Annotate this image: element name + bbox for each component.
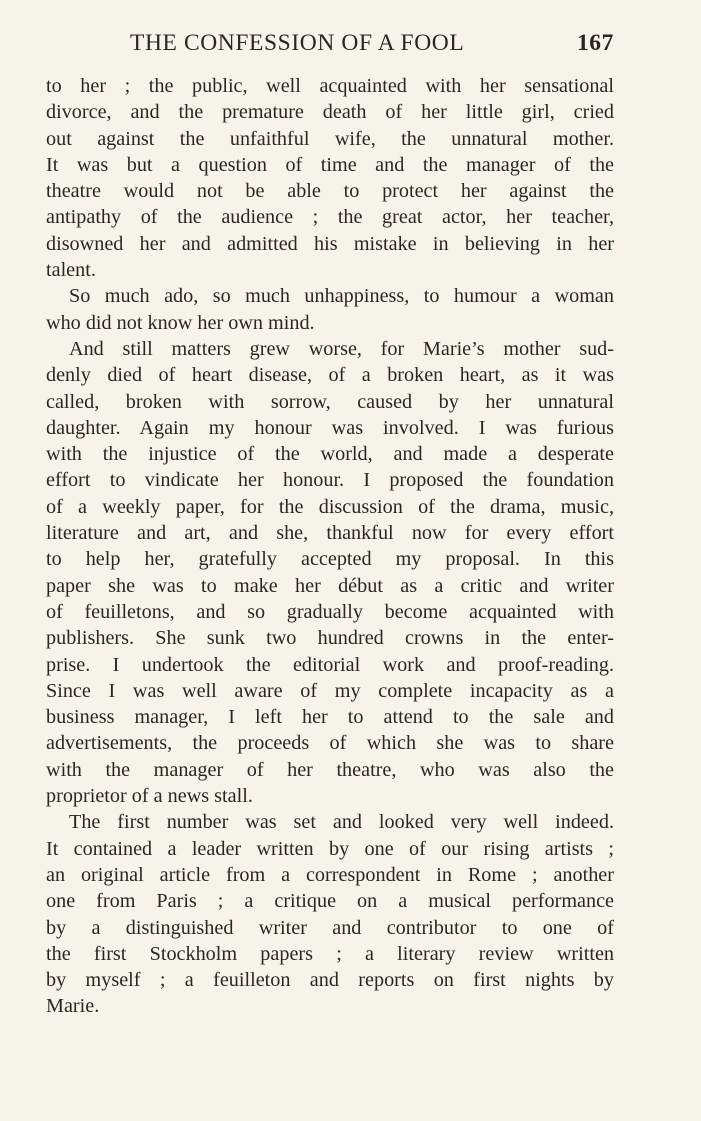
page-number: 167 [576, 30, 614, 56]
text-line: divorce, and the premature death of her little girl, cried [46, 101, 614, 124]
running-title: THE CONFESSION OF A FOOL [130, 30, 465, 56]
text-line: prise. I undertook the editorial work and proof-reading. [46, 653, 614, 676]
text-line: an original article from a correspondent in Rome ; another [46, 863, 614, 886]
text-line: to her ; the public, well acquainted with her sensational [46, 75, 614, 97]
text-line: to help her, gratefully accepted my proposal. In this [46, 548, 614, 571]
text-line: with the manager of her theatre, who was also the [46, 758, 614, 781]
text-line: of a weekly paper, for the discussion of the drama, music, [46, 495, 614, 518]
text-line: who did not know her own mind. [46, 311, 315, 334]
text-line: effort to vindicate her honour. I proposed the foundation [46, 469, 614, 492]
text-line: talent. [46, 259, 96, 282]
text-line: antipathy of the audience ; the great actor, her teacher, [46, 206, 614, 229]
body-text [46, 73, 614, 1020]
text-line: publishers. She sunk two hundred crowns in the enter- [46, 627, 614, 650]
text-line: business manager, I left her to attend to the sale and [46, 706, 614, 729]
text-line: disowned her and admitted his mistake in believing in her [46, 232, 614, 255]
text-line: It contained a leader written by one of our rising artists ; [46, 837, 614, 860]
text-line: The first number was set and looked very well indeed. [69, 811, 614, 834]
text-line: the first Stockholm papers ; a literary review written [46, 942, 614, 965]
text-line: theatre would not be able to protect her against the [46, 180, 614, 203]
text-line: one from Paris ; a critique on a musical performance [46, 890, 614, 913]
text-line: of feuilletons, and so gradually become acquainted with [46, 600, 614, 623]
text-line: It was but a question of time and the manager of the [46, 153, 614, 176]
text-line: by myself ; a feuilleton and reports on first nights by [46, 969, 614, 992]
text-line: daughter. Again my honour was involved. I was furious [46, 416, 614, 439]
running-head [46, 27, 614, 59]
text-line: advertisements, the proceeds of which she was to share [46, 732, 614, 755]
text-line: by a distinguished writer and contributor to one of [46, 916, 614, 939]
text-line: So much ado, so much unhappiness, to humour a woman [69, 285, 614, 308]
text-line: with the injustice of the world, and made a desperate [46, 443, 614, 466]
text-line: Marie. [46, 995, 100, 1018]
text-line: Since I was well aware of my complete incapacity as a [46, 679, 614, 702]
text-line: denly died of heart disease, of a broken heart, as it was [46, 364, 614, 387]
text-line: And still matters grew worse, for Marie’s mother sud- [69, 337, 614, 360]
text-line: out against the unfaithful wife, the unnatural mother. [46, 127, 614, 150]
text-line: literature and art, and she, thankful now for every effort [46, 522, 614, 545]
text-line: called, broken with sorrow, caused by her unnatural [46, 390, 614, 413]
text-line: paper she was to make her début as a critic and writer [46, 574, 614, 597]
text-line: proprietor of a news stall. [46, 785, 253, 808]
